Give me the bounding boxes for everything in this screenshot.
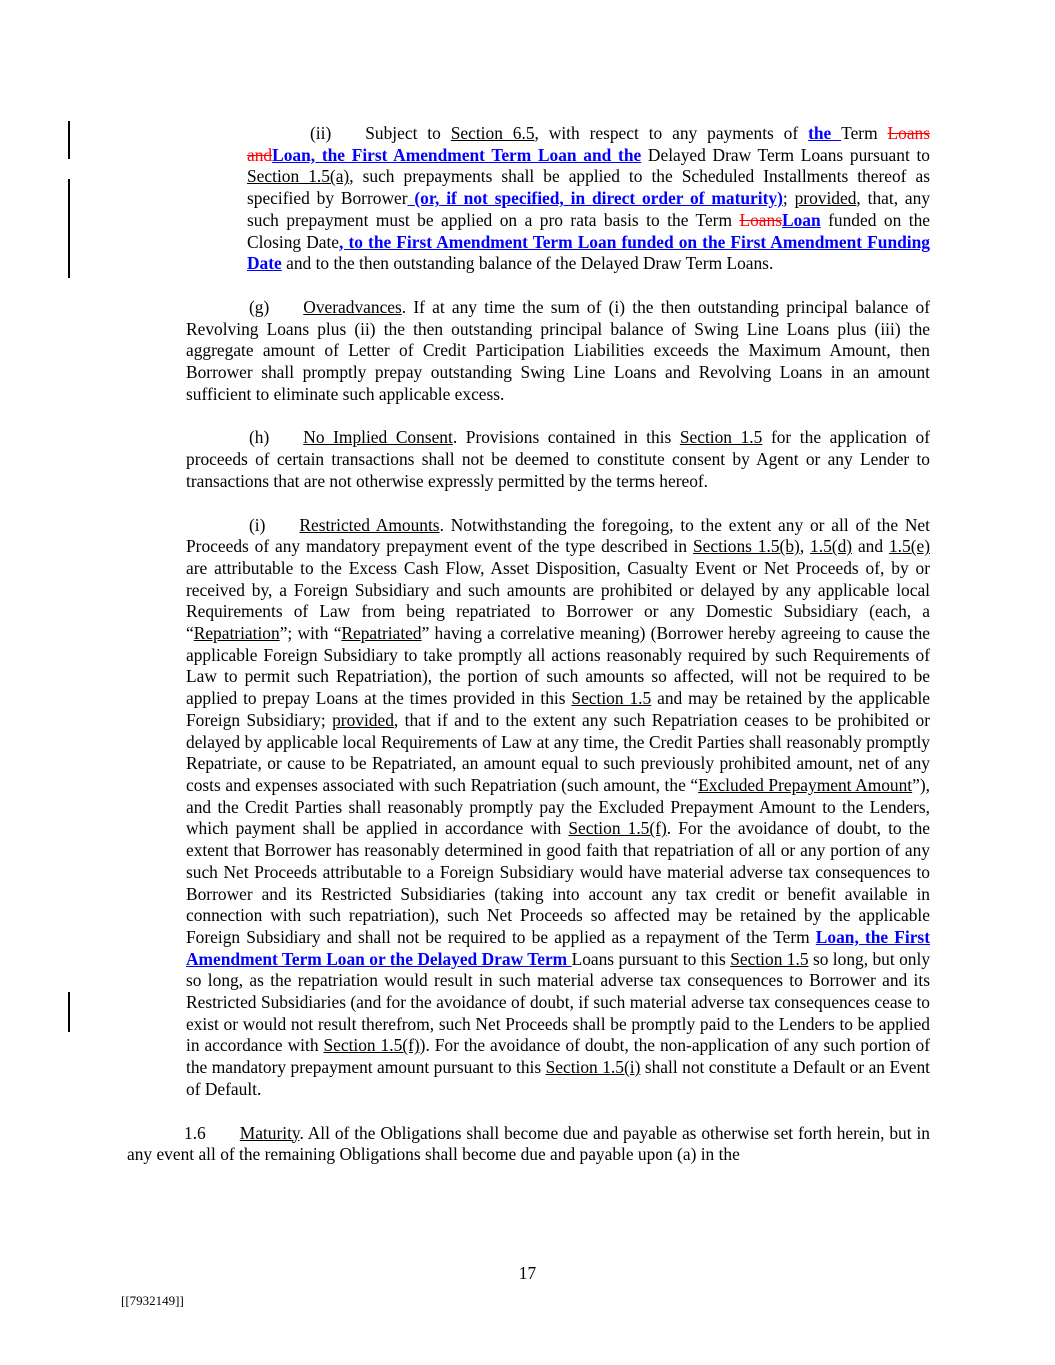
text-run: Subject to bbox=[365, 123, 451, 143]
document-id-footer: [[7932149]] bbox=[121, 1293, 184, 1308]
text-run: (ii) bbox=[310, 123, 332, 143]
underlined-text: Sections 1.5(b) bbox=[692, 536, 800, 557]
underlined-text: Repatriated bbox=[341, 623, 422, 644]
text-run: shall not constitute a Default or an Event of Default. bbox=[186, 1057, 931, 1099]
text-run: . Notwithstanding the foregoing, to the extent any or all of the Net Proceeds of any mandatory prepayment event of the type described in bbox=[186, 514, 930, 557]
text-run: and bbox=[852, 536, 889, 557]
underlined-text: Section 1.5(f) bbox=[568, 818, 667, 839]
text-run: . Provisions contained in this bbox=[452, 427, 680, 448]
inserted-text: (or, if not specified, in direct order of maturity) bbox=[407, 188, 783, 209]
underlined-text: 1.5(e) bbox=[888, 536, 930, 557]
text-run: Term bbox=[841, 123, 888, 143]
text-run: so long, but only so long, as the repatriation would result in such material adverse tax consequences to Borrower and its Restricted Subsidiaries (and for the avoidance of doubt, if such material adverse tax consequences cease to exist or would not result therefrom, such Net Proceeds shall be promptly paid to the Lenders to be applied in accordance with bbox=[186, 948, 931, 1056]
text-run: ; bbox=[782, 188, 795, 209]
underlined-text: Section 1.5(f) bbox=[323, 1035, 420, 1056]
text-run: , bbox=[799, 536, 811, 557]
text-run: are attributable to the Excess Cash Flow, Asset Disposition, Casualty Event or Net Proceeds of, by or received by, a Foreign Subsidiary and such amounts are prohibited or delayed by any applicable local Requirements of Law from being repatriated to Borrower or any Domestic Subsidiary (each, a “ bbox=[186, 557, 930, 644]
underlined-text: Overadvances bbox=[303, 296, 402, 317]
paragraph-ii bbox=[247, 123, 930, 275]
text-run: (i) bbox=[249, 514, 266, 535]
underlined-text: Section 1.5 bbox=[571, 688, 652, 709]
paragraph-h bbox=[186, 427, 930, 492]
text-run: 1.6 bbox=[184, 1122, 206, 1143]
text-run: ”), and the Credit Parties shall reasonably promptly pay the Excluded Prepayment Amount to the Lenders, which payment shall be applied in accordance with bbox=[186, 774, 930, 839]
text-run: , such prepayments shall be applied to the Scheduled Installments thereof as specified by Borrower bbox=[247, 166, 930, 209]
text-run: , that if and to the extent any such Repatriation ceases to be prohibited or delayed by applicable local Requirements of Law at any time, the Credit Parties shall reasonably promptly Repatriate, or cause to be Repatriated, an amount equal to such previously prohibited amount, net of any costs and expenses associated with such Repatriation (such amount, the “ bbox=[186, 709, 930, 795]
paragraph-g bbox=[186, 297, 930, 406]
underlined-text: Section 6.5 bbox=[450, 123, 535, 143]
text-run: . For the avoidance of doubt, to the extent that Borrower has reasonably determined in good faith that repatriation of all or any portion of any such Net Proceeds attributable to a Foreign Subsidiary would have material adverse tax consequences to Borrower and its Restricted Subsidiaries (taking into account any tax credit or benefit available in connection with such repatriation), such Net Proceeds so affected may be retained by the applicable Foreign Subsidiary and shall not be required to be applied as a repayment of the Term bbox=[186, 818, 930, 947]
text-run: and to the then outstanding balance of the Delayed Draw Term Loans. bbox=[281, 253, 774, 274]
text-run: and may be retained by the applicable Foreign Subsidiary; bbox=[186, 688, 931, 730]
deleted-text: Loans bbox=[739, 209, 782, 230]
deleted-text: Loans and bbox=[247, 123, 931, 165]
text-run: ”; with “ bbox=[279, 623, 342, 644]
underlined-text: Section 1.5(i) bbox=[545, 1057, 641, 1078]
page-number: 17 bbox=[518, 1263, 537, 1283]
text-run: Loans pursuant to this bbox=[571, 948, 731, 969]
text-run: for the application of proceeds of certain transactions shall not be deemed to constitute consent by Agent or any Lender to transactions that are not otherwise expressly permitted by the terms hereof. bbox=[186, 427, 930, 491]
inserted-text: the bbox=[808, 123, 842, 143]
inserted-text: Loan, the First Amendment Term Loan and the bbox=[272, 144, 642, 165]
text-run: funded on the Closing Date bbox=[247, 209, 930, 252]
inserted-text: Loan, the First Amendment Term Loan or the Delayed Draw Term bbox=[186, 926, 930, 969]
underlined-text: Repatriation bbox=[193, 623, 280, 644]
underlined-text: provided bbox=[794, 188, 857, 209]
text-run: ” having a correlative meaning) (Borrower hereby agreeing to cause the applicable Foreign Subsidiary to take promptly all actions reasonably required by such Requirements of Law to permit such Repatriation), the portion of such amounts so affected, will not be required to be applied to prepay Loans at the times provided in this bbox=[186, 623, 930, 709]
paragraph-1-6 bbox=[127, 1123, 930, 1166]
paragraph-i bbox=[186, 515, 930, 1101]
underlined-text: 1.5(d) bbox=[810, 536, 853, 557]
text-run: (g) bbox=[249, 296, 270, 317]
underlined-text: Maturity bbox=[239, 1122, 300, 1143]
underlined-text: Section 1.5(a) bbox=[247, 166, 350, 187]
text-run: . All of the Obligations shall become due and payable as otherwise set forth herein, but in any event all of the remaining Obligations shall become due and payable upon (a) in the bbox=[127, 1122, 930, 1165]
text-run: , with respect to any payments of bbox=[534, 123, 809, 143]
underlined-text: Excluded Prepayment Amount bbox=[698, 774, 913, 795]
document-body bbox=[0, 123, 1055, 1188]
text-run: ). For the avoidance of doubt, the non-application of any such portion of the mandatory prepayment amount pursuant to this bbox=[186, 1035, 930, 1078]
underlined-text: Section 1.5 bbox=[679, 427, 763, 448]
text-run: (h) bbox=[249, 427, 270, 448]
underlined-text: No Implied Consent bbox=[303, 427, 453, 448]
underlined-text: provided bbox=[332, 709, 394, 730]
text-run: Delayed Draw Term Loans pursuant to bbox=[641, 144, 930, 165]
text-run: . If at any time the sum of (i) the then outstanding principal balance of Revolving Loans plus (ii) the then outstanding principal balance of Swing Line Loans plus (iii) the aggregate amount of Letter of Credit Participation Liabilities exceeds the Maximum Amount, then Borrower shall promptly prepay outstanding Swing Line Loans and Revolving Loans in an amount sufficient to eliminate such applicable excess. bbox=[186, 296, 930, 404]
text-run: , that, any such prepayment must be applied on a pro rata basis to the Term bbox=[247, 188, 931, 230]
inserted-text: , to the First Amendment Term Loan funded on the First Amendment Funding Date bbox=[247, 231, 930, 274]
underlined-text: Section 1.5 bbox=[730, 948, 809, 969]
underlined-text: Restricted Amounts bbox=[299, 514, 440, 535]
inserted-text: Loan bbox=[781, 209, 821, 230]
